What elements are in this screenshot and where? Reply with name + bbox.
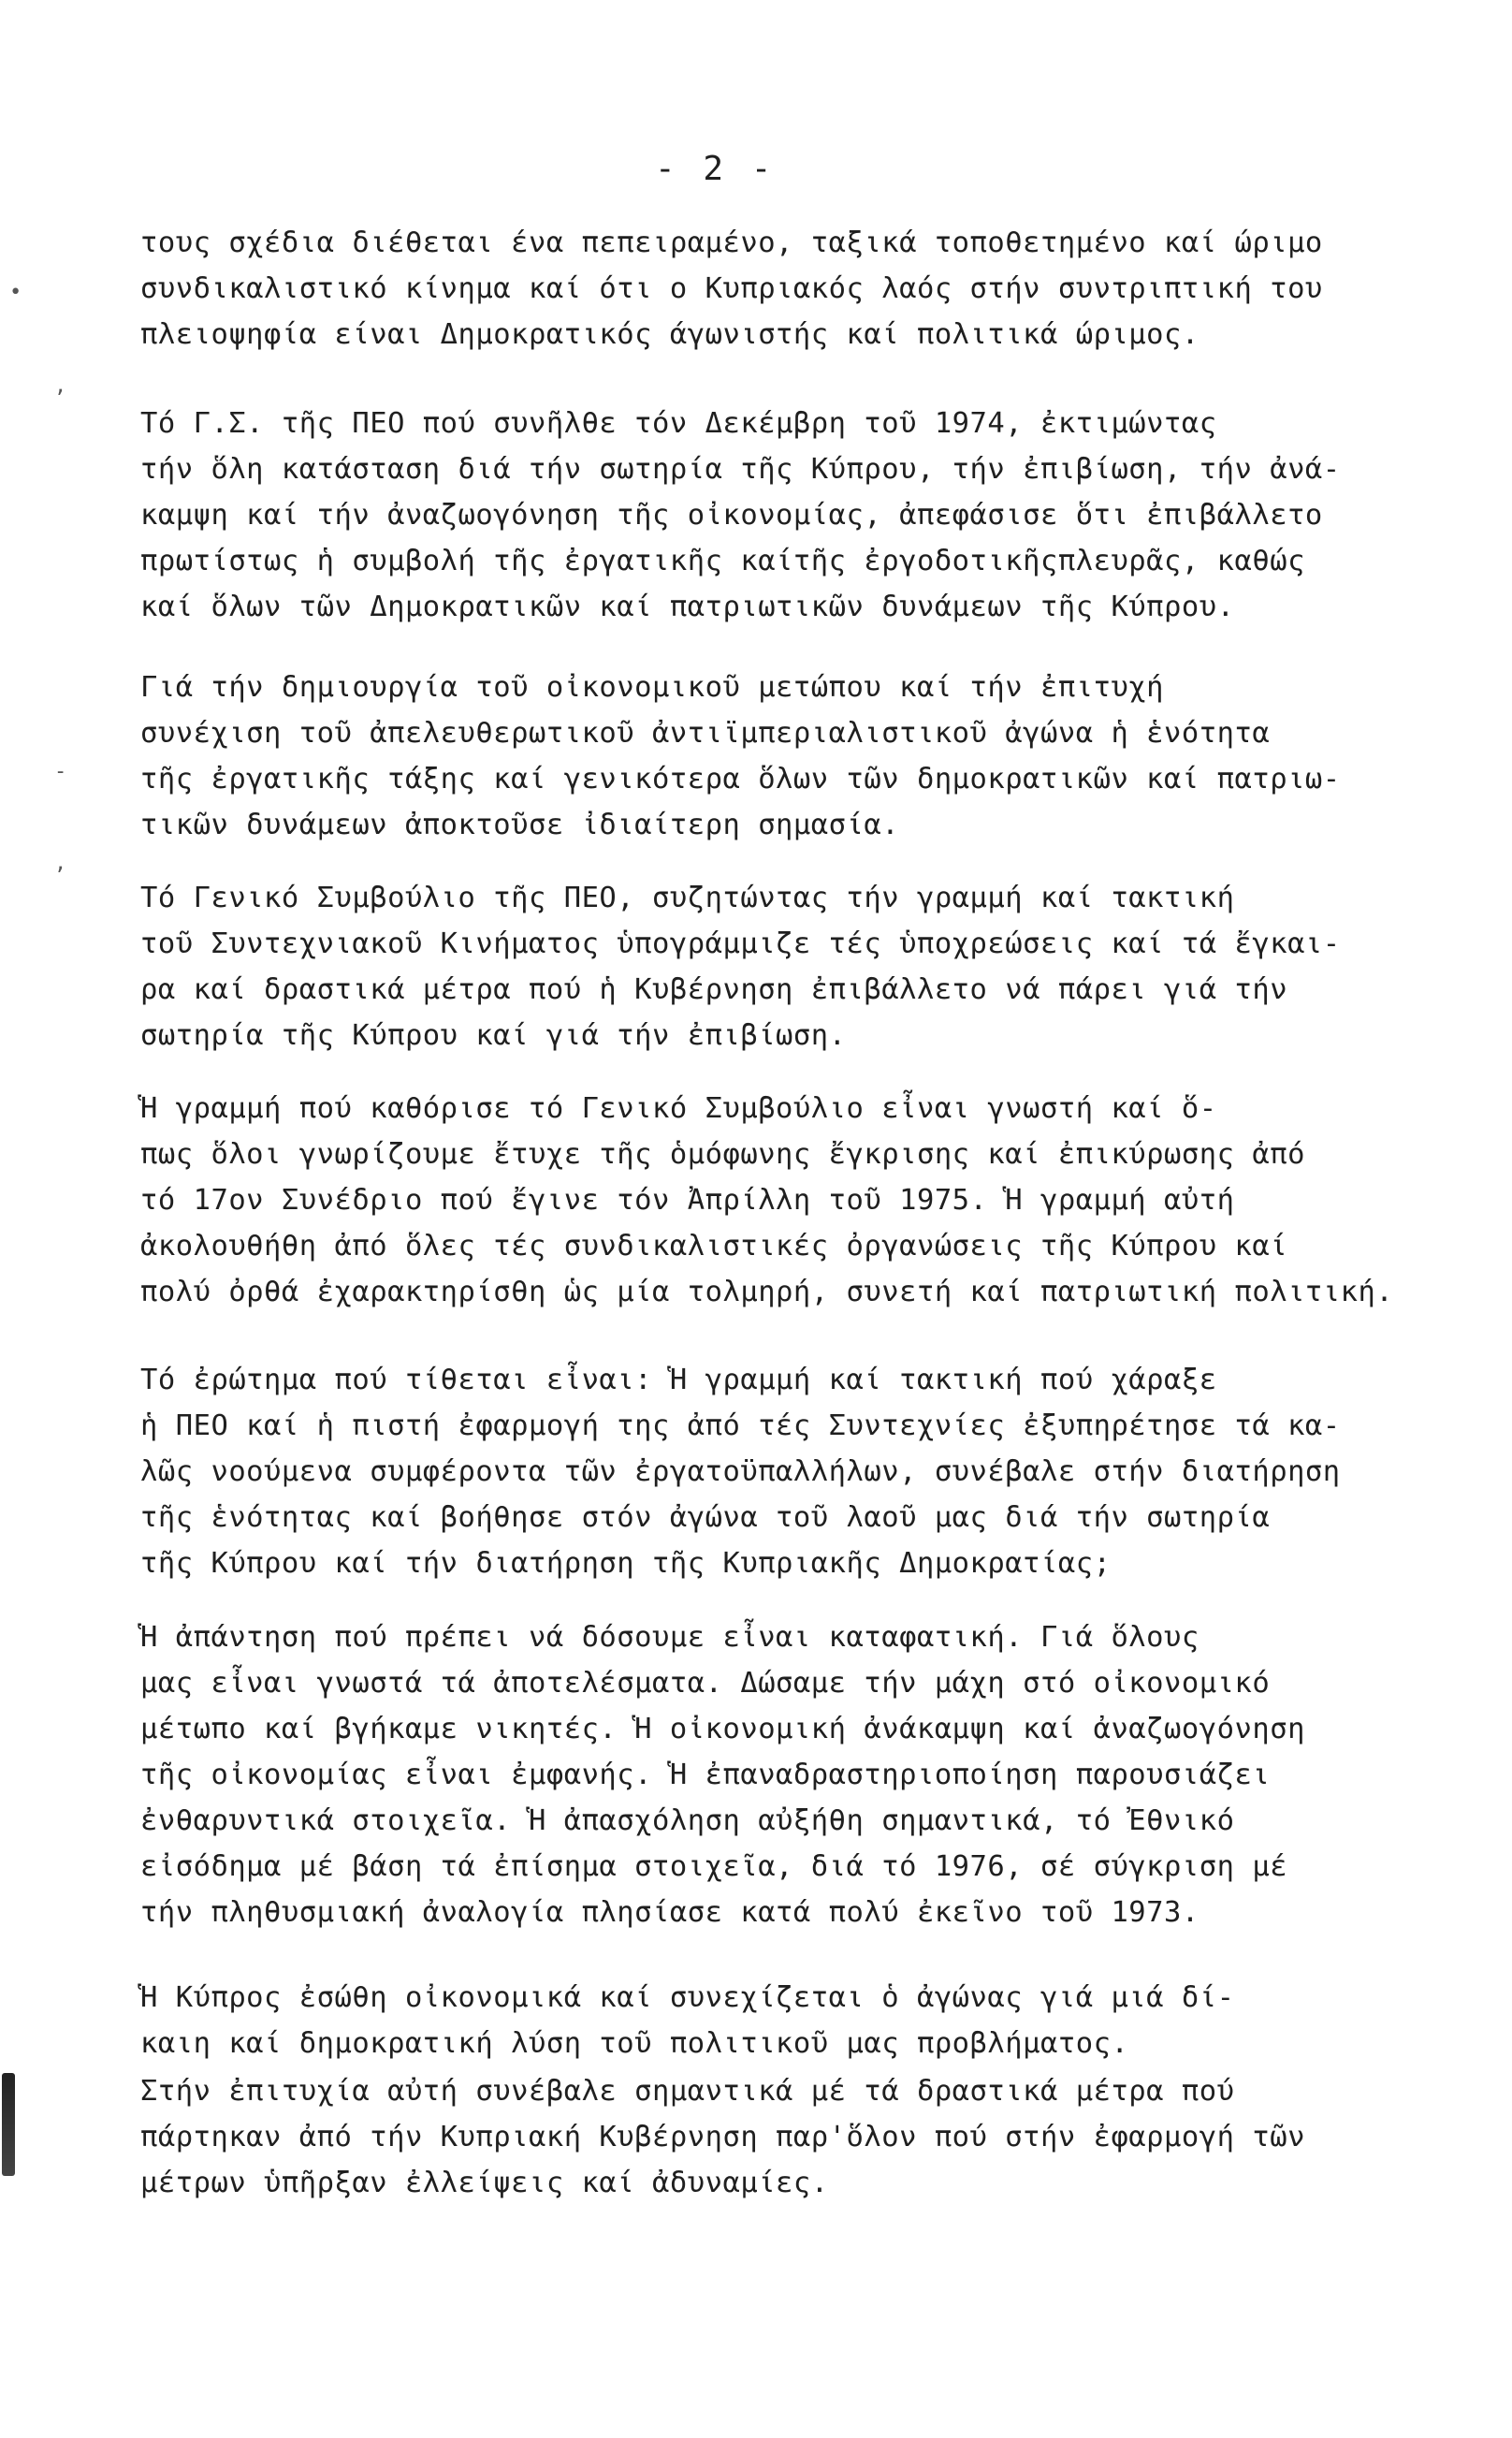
text-line: τῆς ἐργατικῆς τάξης καί γενικότερα ὅλων τῶν δημοκρατικῶν καί πατριω- (140, 763, 1341, 796)
text-line: ἀκολουθήθη ἀπό ὅλες τές συνδικαλιστικές ὀργανώσεις τῆς Κύπρου καί (140, 1230, 1288, 1263)
text-line: ἐνθαρυντικά στοιχεῖα. Ἡ ἀπασχόληση αὐξήθη σημαντικά, τό Ἐθνικό (140, 1804, 1235, 1837)
text-line: πάρτηκαν ἀπό τήν Κυπριακή Κυβέρνηση παρ'ὅλον πού στήν ἐφαρμογή τῶν (140, 2121, 1305, 2153)
text-line: συνέχιση τοῦ ἀπελευθερωτικοῦ ἀντιϊμπεριαλιστικοῦ ἀγώνα ἡ ἑνότητα (140, 717, 1271, 750)
paragraph (140, 1975, 1460, 2066)
text-line: τικῶν δυνάμεων ἀποκτοῦσε ἰδιαίτερη σημασία. (140, 809, 900, 841)
text-line: μέτρων ὑπῆρξαν ἐλλείψεις καί ἀδυναμίες. (140, 2167, 829, 2199)
text-line: Ἡ Κύπρος ἐσώθη οἰκονομικά καί συνεχίζεται ὁ ἀγώνας γιά μιά δί- (140, 1981, 1235, 2014)
text-line: συνδικαλιστικό κίνημα καί ότι ο Κυπριακός λαός στήν συντριπτική του (140, 272, 1323, 305)
text-line: Γιά τήν δημιουργία τοῦ οἰκονομικοῦ μετώπου καί τήν ἐπιτυχή (140, 671, 1165, 704)
text-line: τῆς ἑνότητας καί βοήθησε στόν ἀγώνα τοῦ λαοῦ μας διά τήν σωτηρία (140, 1501, 1271, 1534)
text-line: πλειοψηφία είναι Δημοκρατικός άγωνιστής καί πολιτικά ώριμος. (140, 318, 1199, 351)
text-line: Ἡ ἀπάντηση πού πρέπει νά δόσουμε εἶναι καταφατική. Γιά ὅλους (140, 1621, 1199, 1654)
text-line: τήν πληθυσμιακή ἀναλογία πλησίασε κατά πολύ ἐκεῖνο τοῦ 1973. (140, 1896, 1199, 1929)
text-line: καί ὅλων τῶν Δημοκρατικῶν καί πατριωτικῶν δυνάμεων τῆς Κύπρου. (140, 591, 1235, 623)
margin-mark: ‚ (54, 374, 67, 398)
paragraph (140, 1357, 1460, 1586)
text-line: τοῦ Συντεχνιακοῦ Κινήματος ὑπογράμμιζε τές ὑποχρεώσεις καί τά ἔγκαι- (140, 927, 1341, 960)
paragraph (140, 220, 1460, 358)
text-line: ἡ ΠΕΟ καί ἡ πιστή ἐφαρμογή της ἀπό τές Συντεχνίες ἐξυπηρέτησε τά κα- (140, 1409, 1341, 1442)
text-line: λῶς νοούμενα συμφέροντα τῶν ἐργατοϋπαλλήλων, συνέβαλε στήν διατήρηση (140, 1455, 1341, 1488)
text-line: τήν ὅλη κατάσταση διά τήν σωτηρία τῆς Κύπρου, τήν ἐπιβίωση, τήν ἀνά- (140, 453, 1341, 486)
text-line: τῆς οἰκονομίας εἶναι ἐμφανής. Ἡ ἐπαναδραστηριοποίηση παρουσιάζει (140, 1759, 1271, 1791)
paragraph (140, 401, 1460, 630)
text-line: εἰσόδημα μέ βάση τά ἐπίσημα στοιχεῖα, διά τό 1976, σέ σύγκριση μέ (140, 1850, 1288, 1883)
text-line: Τό Γενικό Συμβούλιο τῆς ΠΕΟ, συζητώντας τήν γραμμή καί τακτική (140, 882, 1235, 914)
text-line: ρα καί δραστικά μέτρα πού ἡ Κυβέρνηση ἐπιβάλλετο νά πάρει γιά τήν (140, 973, 1288, 1006)
text-line: Ἡ γραμμή πού καθόρισε τό Γενικό Συμβούλιο εἶναι γνωστή καί ὅ- (140, 1092, 1217, 1125)
text-line: Τό ἐρώτημα πού τίθεται εἶναι: Ἡ γραμμή καί τακτική πού χάραξε (140, 1364, 1217, 1396)
text-line: Τό Γ.Σ. τῆς ΠΕΟ πού συνῆλθε τόν Δεκέμβρη τοῦ 1974, ἐκτιμώντας (140, 407, 1217, 440)
text-line: τῆς Κύπρου καί τήν διατήρηση τῆς Κυπριακῆς Δημοκρατίας; (140, 1547, 1112, 1580)
text-line: μέτωπο καί βγήκαμε νικητές. Ἡ οἰκονομική ἀνάκαμψη καί ἀναζωογόνηση (140, 1713, 1305, 1745)
paragraph (140, 1614, 1460, 1935)
page-number: - 2 - (655, 150, 776, 188)
text-line: τό 17ον Συνέδριο πού ἔγινε τόν Ἀπρίλλη τοῦ 1975. Ἡ γραμμή αὐτή (140, 1184, 1235, 1217)
margin-mark: - (54, 760, 67, 783)
text-line: πρωτίστως ἡ συμβολή τῆς ἐργατικῆς καίτῆς ἐργοδοτικῆςπλευρᾶς, καθώς (140, 545, 1305, 577)
paragraph (140, 2068, 1460, 2206)
text-line: πολύ ὀρθά ἐχαρακτηρίσθη ὡς μία τολμηρή, συνετή καί πατριωτική πολιτική. (140, 1276, 1394, 1308)
margin-mark: , (54, 852, 67, 875)
text-line: μας εἶναι γνωστά τά ἀποτελέσματα. Δώσαμε τήν μάχη στό οἰκονομικό (140, 1667, 1271, 1700)
text-line: πως ὅλοι γνωρίζουμε ἔτυχε τῆς ὁμόφωνης ἔγκρισης καί ἐπικύρωσης ἀπό (140, 1138, 1305, 1171)
paragraph (140, 1086, 1460, 1315)
text-line: καιη καί δημοκρατική λύση τοῦ πολιτικοῦ μας προβλήματος. (140, 2027, 1129, 2060)
text-line: σωτηρία τῆς Κύπρου καί γιά τήν ἐπιβίωση. (140, 1019, 847, 1052)
paragraph (140, 875, 1460, 1058)
text-line: τους σχέδια διέθεται ένα πεπειραμένο, ταξικά τοποθετημένο καί ώριμο (140, 226, 1323, 259)
text-line: Στήν ἐπιτυχία αὐτή συνέβαλε σημαντικά μέ τά δραστικά μέτρα πού (140, 2075, 1235, 2108)
text-line: καμψη καί τήν ἀναζωογόνηση τῆς οἰκονομίας, ἀπεφάσισε ὅτι ἐπιβάλλετο (140, 499, 1323, 532)
margin-mark: • (9, 281, 22, 304)
scan-edge-mark (2, 2073, 15, 2176)
paragraph (140, 664, 1460, 848)
